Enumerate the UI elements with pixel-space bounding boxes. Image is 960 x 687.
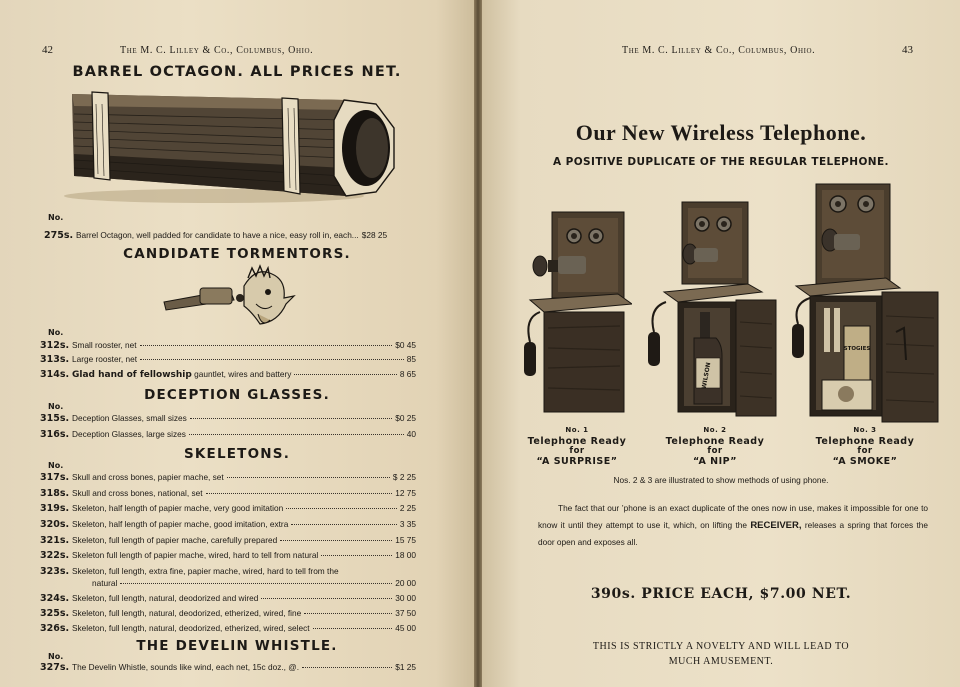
item-bold-desc: Glad hand of fellowship [72,370,192,380]
item-code: 324s. [40,593,70,604]
item-code: 325s. [40,608,70,619]
telephone-1-illustration [522,208,632,418]
list-item [40,593,416,604]
phone-caption-3 [810,425,920,467]
section-title-barrel: BARREL OCTAGON. ALL PRICES NET. [72,64,402,80]
item-code: 322s. [40,550,70,561]
item-price: 37 50 [395,608,416,618]
can-label: STOGIES [843,346,871,352]
item-desc: Skeleton, half length of papier mache, good imitation, extra [72,519,289,529]
item-code: 316s. [40,429,70,440]
item-code: 314s. [40,369,70,380]
item-price: 18 00 [395,550,416,560]
item-desc: Small rooster, net [72,340,137,350]
item-price: $ 2 25 [392,472,416,482]
caption-line: “A SMOKE” [832,456,898,467]
illustration-note: Nos. 2 & 3 are illustrated to show methods of using phone. [613,475,829,485]
item-price: $0 45 [395,340,416,350]
item-desc: Skull and cross bones, papier mache, set [72,472,224,482]
list-item [40,488,416,499]
no-label: No. [48,328,64,337]
caption-line: Telephone Ready [665,436,765,447]
item-desc: The Develin Whistle, sounds like wind, each net, 15c doz., @. [72,662,300,672]
no-label: No. [48,402,64,411]
no-label: No. [48,461,64,470]
item-price: $28 25 [361,230,388,240]
list-item [40,608,416,619]
running-head: The M. C. Lilley & Co., Columbus, Ohio. [622,45,816,56]
paragraph-text: releases a spring that forces the door open and exposes all. [538,520,928,547]
item-code: 312s. [40,340,70,351]
item-price: $0 25 [395,413,416,423]
item-desc: natural [92,578,118,588]
item-code: 319s. [40,503,70,514]
item-code: 315s. [40,413,70,424]
phone-caption-1 [522,425,632,467]
item-desc: Large rooster, net [72,354,138,364]
item-code: 275s. [44,230,74,241]
list-item [40,662,416,673]
item-desc: Skeleton, full length, natural, deodorized, etherized, wired, select [72,623,310,633]
item-price: 85 [406,354,416,364]
list-item [40,354,416,365]
item-price: 15 75 [395,535,416,545]
item-price: 3 35 [399,519,416,529]
barrel-octagon-illustration [54,84,404,208]
list-item [40,535,416,546]
caption-line: “A NIP” [692,456,738,467]
paragraph-bold: RECEIVER, [750,520,802,531]
item-desc: Skull and cross bones, national, set [72,488,203,498]
caption-line: for [569,446,585,456]
item-code: 313s. [40,354,70,365]
item-code: 327s. [40,662,70,673]
list-item [40,472,416,483]
list-item-continued [40,578,416,588]
caption-line: for [857,446,873,456]
list-item [40,340,416,351]
running-head: The M. C. Lilley & Co., Columbus, Ohio. [120,45,314,56]
footer-note-line-2: MUCH AMUSEMENT. [668,656,774,667]
list-item [44,230,420,241]
item-code: 321s. [40,535,70,546]
item-price: 20 00 [395,578,416,588]
list-item [40,566,416,577]
item-price: 45 00 [395,623,416,633]
list-item [40,623,416,634]
bottle-label: WILSON [700,361,713,390]
caption-line: for [707,446,723,456]
paragraph-text: The fact that our ’phone is an exact duplicate of the ones now in use, makes it impossible for one to know it until they attempt to use it, which, on lifting the [538,503,928,530]
item-price: 40 [406,429,416,439]
caption-line: “A SURPRISE” [536,456,618,467]
page-title: Our New Wireless Telephone. [575,120,867,145]
item-desc: Skeleton, full length of papier mache, carefully prepared [72,535,278,545]
item-desc: gauntlet, wires and battery [194,369,292,379]
page-subtitle: A POSITIVE DUPLICATE OF THE REGULAR TELEPHONE. [553,156,889,168]
item-desc: Deception Glasses, small sizes [72,413,187,423]
caption-number: No. 2 [703,426,727,434]
price-line: 390s. PRICE EACH, $7.00 NET. [590,586,852,602]
item-desc: Skeleton full length of papier mache, wired, hard to tell from natural [72,550,319,560]
no-label: No. [48,213,64,222]
section-title-skeletons: SKELETONS. [183,446,291,462]
item-code: 318s. [40,488,70,499]
item-desc: Skeleton, full length, natural, deodorized and wired [72,593,259,603]
item-desc: Skeleton, full length, natural, deodorized, etherized, wired, fine [72,608,302,618]
section-title-whistle: THE DEVELIN WHISTLE. [136,638,338,654]
item-price: 8 65 [399,369,416,379]
telephone-3-illustration [792,180,940,424]
section-title-tormentors: CANDIDATE TORMENTORS. [123,246,351,262]
item-desc: Skeleton, full length, extra fine, papier mache, wired, hard to tell from the [72,566,339,576]
item-desc: Barrel Octagon, well padded for candidate to have a nice, easy roll in, each... [76,230,359,240]
section-title-deception: DECEPTION GLASSES. [144,387,330,403]
item-code: 320s. [40,519,70,530]
item-code: 323s. [40,566,70,577]
caption-line: Telephone Ready [527,436,627,447]
rooster-tormentor-illustration [160,264,300,330]
item-desc: Skeleton, half length of papier mache, very good imitation [72,503,284,513]
item-price: 2 25 [399,503,416,513]
no-label: No. [48,652,64,661]
item-price: 30 00 [395,593,416,603]
telephone-2-illustration [644,196,778,418]
caption-line: Telephone Ready [815,436,915,447]
item-code: 326s. [40,623,70,634]
book-gutter [474,0,482,687]
list-item [40,503,416,514]
item-price: $1 25 [395,662,416,672]
description-paragraph [538,500,928,551]
right-page [482,0,960,687]
left-page [0,0,474,687]
item-desc: Deception Glasses, large sizes [72,429,186,439]
list-item [40,369,416,380]
list-item [40,550,416,561]
list-item [40,429,416,440]
page-number: 42 [42,44,53,56]
phone-caption-2 [660,425,770,467]
item-code: 317s. [40,472,70,483]
footer-note-line-1: THIS IS STRICTLY A NOVELTY AND WILL LEAD TO [592,641,850,652]
caption-number: No. 3 [853,426,877,434]
caption-number: No. 1 [565,426,589,434]
item-price: 12 75 [395,488,416,498]
list-item [40,519,416,530]
list-item [40,413,416,424]
page-number: 43 [902,44,913,56]
